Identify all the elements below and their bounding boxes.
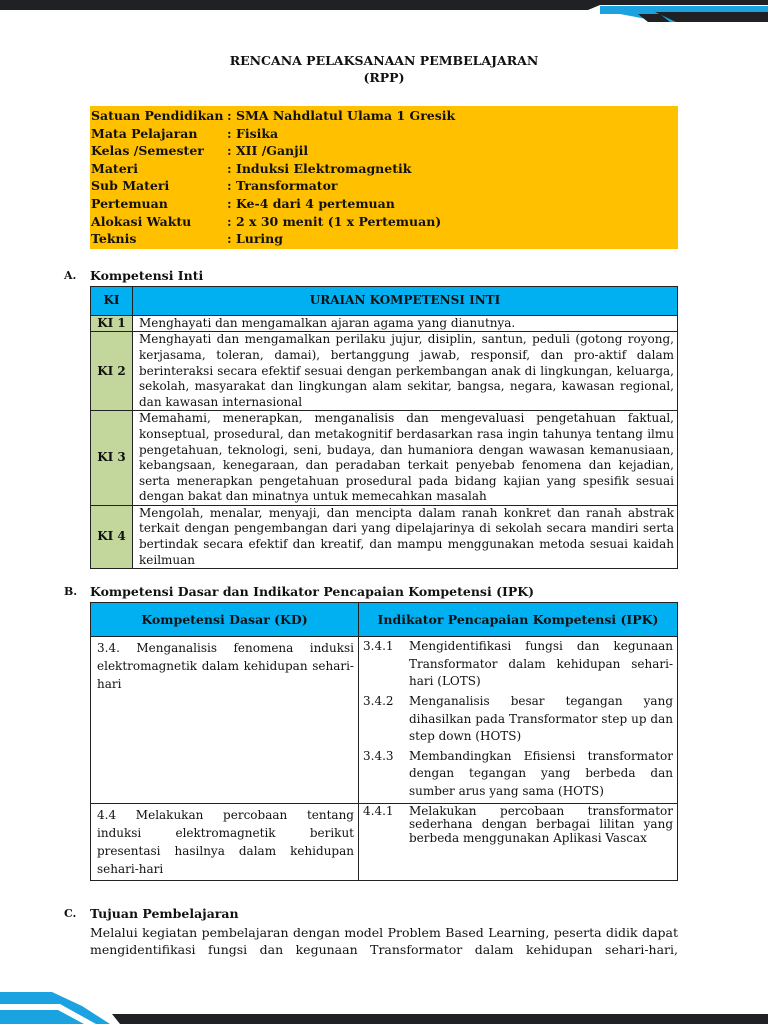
document-page	[64, 52, 678, 958]
info-row-mata-pelajaran	[90, 125, 678, 143]
info-value: : Fisika	[227, 125, 279, 141]
ki-label: KI 1	[91, 315, 133, 332]
ki-label: KI 3	[91, 411, 133, 506]
identity-info-block	[90, 106, 678, 249]
table-row	[91, 637, 678, 803]
table-row	[91, 315, 678, 332]
info-row-satuan-pendidikan	[90, 107, 678, 125]
document-title: RENCANA PELAKSANAAN PEMBELAJARAN	[229, 53, 539, 68]
ipk-list	[359, 637, 678, 803]
ipk-item	[363, 805, 673, 846]
ki-label: KI 4	[91, 505, 133, 568]
kompetensi-inti-table	[90, 286, 678, 570]
info-label: Pertemuan	[91, 195, 168, 211]
ipk-number: 3.4.3	[363, 748, 394, 763]
ipk-text: Mengidentifikasi fungsi dan kegunaan Transformator dalam kehidupan sehari-hari (LOTS)	[409, 639, 673, 689]
info-value: : SMA Nahdlatul Ulama 1 Gresik	[227, 108, 456, 123]
document-subtitle: (RPP)	[363, 70, 405, 85]
ki-description: Mengolah, menalar, menyaji, dan mencipta dalam ranah konkret dan ranah abstrak terkait dengan pengembangan dari yang dipelajarinya di sekolah secara mandiri serta bertindak secara efektif dan kreatif, dan mampu menggunakan metoda sesuai kaidah keilmuan	[133, 505, 678, 568]
info-value: : Induksi Elektromagnetik	[227, 160, 412, 176]
kd-description: 4.4 Melakukan percobaan tentang induksi elektromagnetik berikut presentasi hasilnya dalam kehidupan sehari-hari	[91, 803, 359, 880]
table-row	[91, 505, 678, 568]
bottom-banner-dark-bar	[112, 1014, 768, 1024]
ipk-number: 4.4.1	[363, 803, 394, 818]
info-value: : 2 x 30 menit (1 x Pertemuan)	[227, 213, 442, 229]
info-label: Teknis	[91, 231, 137, 247]
ki-description: Memahami, menerapkan, menganalisis dan mengevaluasi pengetahuan faktual, konseptual, prosedural, dan metakognitif berdasarkan rasa ingin tahunya tentang ilmu pengetahuan, teknologi, seni, budaya, dan humaniora dengan wawasan kemanusiaan, kebangsaan, kenegaraan, dan peradaban terkait penyebab fenomena dan kejadian, serta menerapkan pengetahuan prosedural pada bidang kajian yang spesifik sesuai dengan bakat dan minatnya untuk memecahkan masalah	[133, 411, 678, 506]
paragraph-line: mengidentifikasi fungsi dan kegunaan Transformator dalam kehidupan sehari-hari,	[90, 941, 678, 957]
bottom-decorative-banner	[0, 990, 768, 1024]
column-header-ki: KI	[91, 286, 133, 315]
section-title: Kompetensi Inti	[90, 267, 204, 283]
info-label: Materi	[91, 160, 138, 176]
info-row-sub-materi	[90, 177, 678, 195]
info-row-materi	[90, 160, 678, 178]
info-label: Satuan Pendidikan	[91, 108, 224, 123]
ipk-text: Membandingkan Efisiensi transformator dengan tegangan yang berbeda dan sumber arus yang sama (HOTS)	[409, 748, 673, 798]
kd-description: 3.4. Menganalisis fenomena induksi elektromagnetik dalam kehidupan sehari-hari	[91, 637, 359, 803]
section-heading	[64, 905, 678, 922]
section-letter: B.	[64, 585, 78, 599]
info-value: : Ke-4 dari 4 pertemuan	[227, 195, 395, 211]
section-tujuan-pembelajaran	[64, 905, 678, 958]
ipk-item	[363, 638, 673, 691]
section-title: Tujuan Pembelajaran	[90, 905, 239, 921]
kd-ipk-table	[90, 602, 678, 880]
table-header-row	[91, 286, 678, 315]
info-label: Sub Materi	[91, 178, 170, 194]
info-row-alokasi-waktu	[90, 213, 678, 231]
info-row-kelas-semester	[90, 142, 678, 160]
table-header-row	[91, 603, 678, 637]
ipk-item	[363, 693, 673, 746]
top-decorative-banner	[0, 0, 768, 22]
column-header-kd: Kompetensi Dasar (KD)	[91, 603, 359, 637]
column-header-ipk: Indikator Pencapaian Kompetensi (IPK)	[359, 603, 678, 637]
info-label: Mata Pelajaran	[91, 125, 198, 141]
table-row	[91, 803, 678, 880]
info-row-teknis	[90, 230, 678, 248]
table-row	[91, 411, 678, 506]
info-value: : Luring	[227, 231, 284, 247]
info-label: Alokasi Waktu	[91, 213, 192, 229]
table-row	[91, 332, 678, 411]
info-value: : XII /Ganjil	[227, 143, 309, 159]
ipk-list	[359, 803, 678, 880]
section-kompetensi-inti	[64, 267, 678, 570]
ki-description: Menghayati dan mengamalkan perilaku jujur, disiplin, santun, peduli (gotong royong, kerjasama, toleran, damai), bertanggung jawab, responsif, dan pro-aktif dalam berinteraksi secara efektif sesuai dengan perkembangan anak di lingkungan, keluarga, sekolah, masyarakat dan lingkungan alam sekitar, bangsa, negara, kawasan regional, dan kawasan internasional	[133, 332, 678, 411]
ipk-text: Melakukan percobaan transformator sederhana dengan berbagai lilitan yang berbeda menggunakan Aplikasi Vascax	[409, 803, 673, 845]
section-kompetensi-dasar	[64, 584, 678, 880]
ipk-number: 3.4.2	[363, 694, 394, 709]
info-row-pertemuan	[90, 195, 678, 213]
column-header-uraian: URAIAN KOMPETENSI INTI	[133, 286, 678, 315]
paragraph-line: Melalui kegiatan pembelajaran dengan model Problem Based Learning, peserta didik dapat	[90, 924, 678, 940]
section-letter: C.	[64, 906, 77, 920]
info-label: Kelas /Semester	[91, 143, 204, 159]
ipk-item	[363, 748, 673, 801]
info-value: : Transformator	[227, 178, 338, 194]
ipk-number: 3.4.1	[363, 639, 394, 654]
ki-label: KI 2	[91, 332, 133, 411]
section-heading	[64, 584, 678, 600]
ipk-text: Menganalisis besar tegangan yang dihasilkan pada Transformator step up dan step down (HOTS)	[409, 694, 673, 744]
ki-description: Menghayati dan mengamalkan ajaran agama yang dianutnya.	[133, 315, 678, 332]
section-heading	[64, 267, 678, 284]
section-letter: A.	[64, 268, 77, 282]
section-title: Kompetensi Dasar dan Indikator Pencapaian Kompetensi (IPK)	[90, 584, 535, 600]
